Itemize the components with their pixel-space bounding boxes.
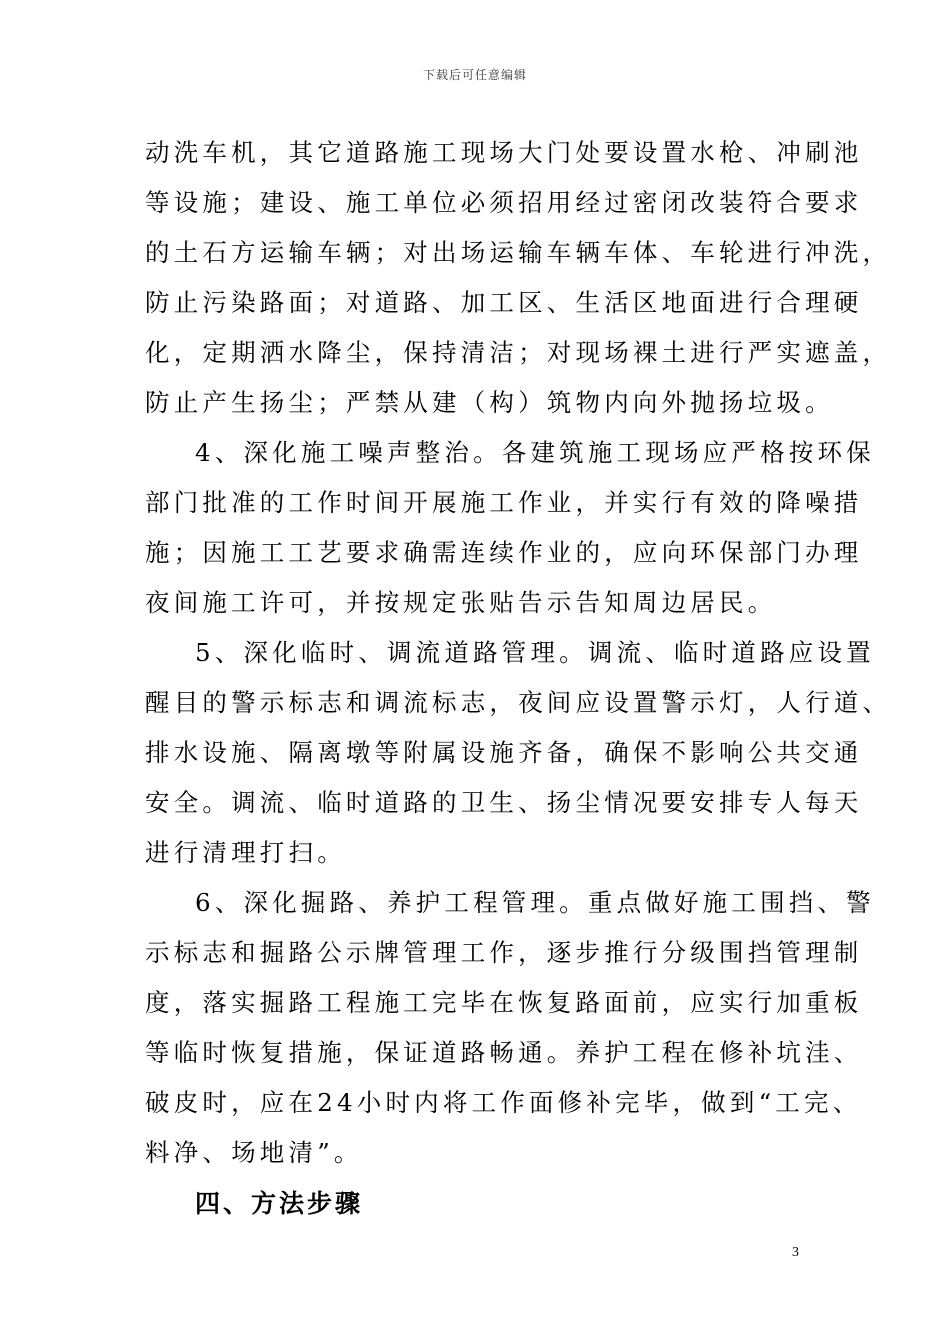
paragraph-line: 破皮时，应在24小时内将工作面修补完毕，做到“工完、 xyxy=(145,1088,862,1117)
paragraph-line: 防止产生扬尘；严禁从建（构）筑物内向外抛扬垃圾。 xyxy=(145,388,834,417)
paragraph-line: 动洗车机，其它道路施工现场大门处要设置水枪、冲刷池 xyxy=(145,138,863,167)
paragraph-line: 4、深化施工噪声整治。各建筑施工现场应严格按环保 xyxy=(195,438,875,467)
paragraph-line: 部门批准的工作时间开展施工作业，并实行有效的降噪措 xyxy=(145,488,863,517)
page-number: 3 xyxy=(792,1245,799,1260)
paragraph-line: 度，落实掘路工程施工完毕在恢复路面前，应实行加重板 xyxy=(145,988,863,1017)
paragraph-line: 化，定期洒水降尘，保持清洁；对现场裸土进行严实遮盖， xyxy=(145,338,892,367)
paragraph-line: 的土石方运输车辆；对出场运输车辆车体、车轮进行冲洗， xyxy=(145,238,892,267)
paragraph-line: 示标志和掘路公示牌管理工作，逐步推行分级围挡管理制 xyxy=(145,938,863,967)
paragraph-line: 醒目的警示标志和调流标志，夜间应设置警示灯，人行道、 xyxy=(145,688,892,717)
paragraph-line: 料净、场地清”。 xyxy=(145,1138,363,1167)
header-note: 下载后可任意编辑 xyxy=(422,68,527,82)
paragraph-line: 进行清理打扫。 xyxy=(145,838,346,867)
paragraph-line: 施；因施工工艺要求确需连续作业的，应向环保部门办理 xyxy=(145,538,863,567)
paragraph-line: 排水设施、隔离墩等附属设施齐备，确保不影响公共交通 xyxy=(145,738,863,767)
paragraph-line: 等设施；建设、施工单位必须招用经过密闭改装符合要求 xyxy=(145,188,863,217)
paragraph-line: 夜间施工许可，并按规定张贴告示告知周边居民。 xyxy=(145,588,777,617)
document-body xyxy=(145,128,892,1230)
paragraph-line: 5、深化临时、调流道路管理。调流、临时道路应设置 xyxy=(195,638,875,667)
paragraph-line: 6、深化掘路、养护工程管理。重点做好施工围挡、警 xyxy=(195,888,875,917)
paragraph-line: 防止污染路面；对道路、加工区、生活区地面进行合理硬 xyxy=(145,288,863,317)
paragraph-line: 等临时恢复措施，保证道路畅通。养护工程在修补坑洼、 xyxy=(145,1038,863,1067)
section-heading: 四、方法步骤 xyxy=(195,1189,364,1218)
paragraph-line: 安全。调流、临时道路的卫生、扬尘情况要安排专人每天 xyxy=(145,788,863,817)
